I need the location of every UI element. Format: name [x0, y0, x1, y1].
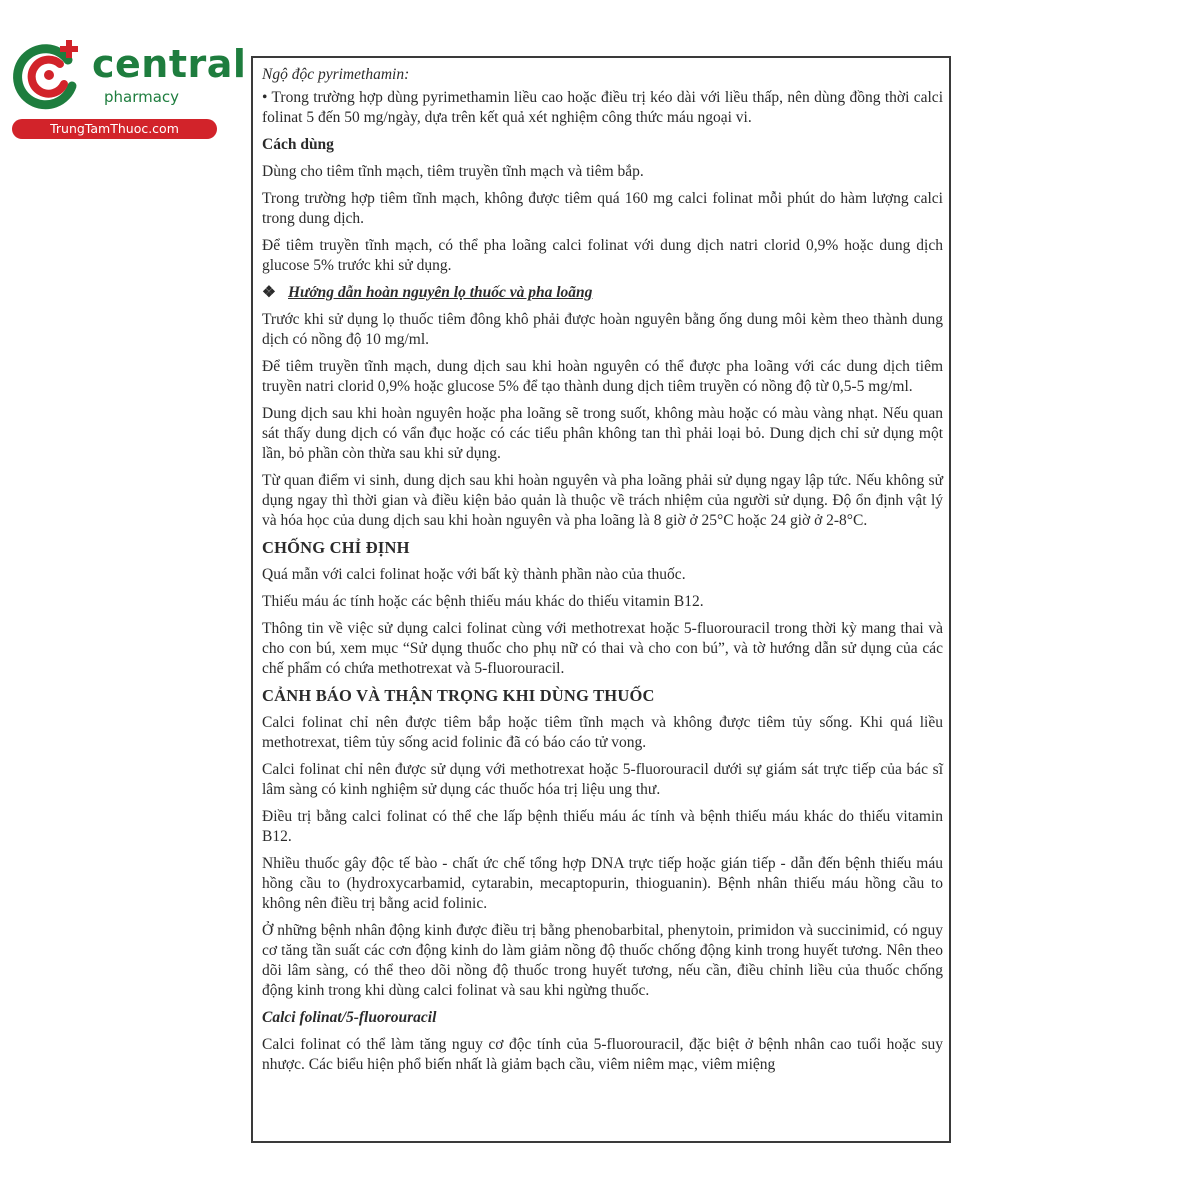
pyrimethamine-text: • Trong trường hợp dùng pyrimethamin liều cao hoặc điều trị kéo dài với liều thấp, nên dùng đồng thời calci folinat 5 đến 50 mg/ngày, dựa trên kết quả xét nghiệm công thức máu ngoại vi. [262, 89, 943, 126]
brand-logo [10, 36, 247, 141]
brand-name: central [92, 42, 247, 86]
reconstitution-heading-text: Hướng dẫn hoàn nguyên lọ thuốc và pha loãng [288, 284, 593, 301]
fluorouracil-heading: Calci folinat/5-fluorouracil [262, 1009, 437, 1026]
warnings-paragraph: Calci folinat chỉ nên được sử dụng với methotrexat hoặc 5-fluorouracil dưới sự giám sát trực tiếp của bác sĩ lâm sàng có kinh nghiệm sử dụng các thuốc hóa trị liệu ung thư. [262, 761, 943, 798]
warnings-paragraph: Nhiều thuốc gây độc tế bào - chất ức chế tổng hợp DNA trực tiếp hoặc gián tiếp - dẫn đến bệnh thiếu máu hồng cầu to (hydroxycarbamid, cytarabin, mecaptopurin, thioguanin). Bệnh nhân thiếu máu hồng cầu to không nên điều trị bằng acid folinic. [262, 855, 943, 912]
cach-dung-paragraph: Trong trường hợp tiêm tĩnh mạch, không được tiêm quá 160 mg calci folinat mỗi phút do hàm lượng calci trong dung dịch. [262, 190, 943, 227]
reconstitution-paragraph: Dung dịch sau khi hoàn nguyên hoặc pha loãng sẽ trong suốt, không màu hoặc có màu vàng nhạt. Nếu quan sát thấy dung dịch có vẩn đục hoặc có các tiểu phân không tan thì phải loại bỏ. Dung dịch chỉ sử dụng một lần, bỏ phần còn thừa sau khi sử dụng. [262, 405, 943, 462]
central-pharmacy-logo-icon [10, 36, 88, 114]
brand-subtitle: pharmacy [104, 88, 180, 106]
contraindications-paragraph: Thiếu máu ác tính hoặc các bệnh thiếu máu khác do thiếu vitamin B12. [262, 593, 704, 610]
cach-dung-paragraph: Dùng cho tiêm tĩnh mạch, tiêm truyền tĩnh mạch và tiêm bắp. [262, 163, 644, 180]
reconstitution-heading [262, 283, 943, 303]
contraindications-paragraph: Quá mẫn với calci folinat hoặc với bất kỳ thành phần nào của thuốc. [262, 566, 686, 583]
cach-dung-heading: Cách dùng [262, 136, 334, 153]
document-content [253, 58, 949, 1075]
pyrimethamine-title: Ngộ độc pyrimethamin: [262, 66, 410, 83]
brand-url-badge: TrungTamThuoc.com [12, 119, 217, 139]
warnings-paragraph: Calci folinat chỉ nên được tiêm bắp hoặc tiêm tĩnh mạch và không được tiêm tủy sống. Khi quá liều methotrexat, tiêm tủy sống acid folinic đã có báo cáo tử vong. [262, 714, 943, 751]
contraindications-paragraph: Thông tin về việc sử dụng calci folinat cùng với methotrexat hoặc 5-fluorouracil trong thời kỳ mang thai và cho con bú, xem mục “Sử dụng thuốc cho phụ nữ có thai và cho con bú”, và tờ hướng dẫn sử dụng của các chế phẩm có chứa methotrexat và 5-fluorouracil. [262, 620, 943, 677]
reconstitution-paragraph: Trước khi sử dụng lọ thuốc tiêm đông khô phải được hoàn nguyên bằng ống dung môi kèm theo thành dung dịch có nồng độ 10 mg/ml. [262, 311, 943, 348]
warnings-heading: CẢNH BÁO VÀ THẬN TRỌNG KHI DÙNG THUỐC [262, 686, 655, 705]
warnings-paragraph: Ở những bệnh nhân động kinh được điều trị bằng phenobarbital, phenytoin, primidon và succinimid, có nguy cơ tăng tần suất các cơn động kinh do làm giảm nồng độ thuốc chống động kinh trong huyết tương. Nên theo dõi lâm sàng, có thể theo dõi nồng độ thuốc trong huyết tương, nếu cần, điều chỉnh liều của thuốc chống động kinh trong khi dùng calci folinat và sau khi ngừng thuốc. [262, 922, 943, 999]
reconstitution-paragraph: Để tiêm truyền tĩnh mạch, dung dịch sau khi hoàn nguyên có thể được pha loãng với các dung dịch tiêm truyền natri clorid 0,9% hoặc glucose 5% để tạo thành dung dịch tiêm truyền có nồng độ từ 0,5-5 mg/ml. [262, 358, 943, 395]
cach-dung-paragraph: Để tiêm truyền tĩnh mạch, có thể pha loãng calci folinat với dung dịch natri clorid 0,9% hoặc dung dịch glucose 5% trước khi sử dụng. [262, 237, 943, 274]
diamond-bullet-icon: ❖ [262, 284, 276, 301]
contraindications-heading: CHỐNG CHỈ ĐỊNH [262, 538, 410, 557]
document-page [251, 56, 951, 1143]
warnings-paragraph: Điều trị bằng calci folinat có thể che lấp bệnh thiếu máu ác tính và bệnh thiếu máu khác do thiếu vitamin B12. [262, 808, 943, 845]
reconstitution-paragraph: Từ quan điểm vi sinh, dung dịch sau khi hoàn nguyên và pha loãng phải sử dụng ngay lập tức. Nếu không sử dụng ngay thì thời gian và điều kiện bảo quản là thuộc về trách nhiệm của người sử dụng. Độ ổn định vật lý và hóa học của dung dịch sau khi hoàn nguyên và pha loãng là 8 giờ ở 25°C hoặc 24 giờ ở 2-8°C. [262, 472, 943, 529]
fluorouracil-paragraph: Calci folinat có thể làm tăng nguy cơ độc tính của 5-fluorouracil, đặc biệt ở bệnh nhân cao tuổi hoặc suy nhược. Các biểu hiện phổ biến nhất là giảm bạch cầu, viêm niêm mạc, viêm miệng [262, 1036, 943, 1073]
